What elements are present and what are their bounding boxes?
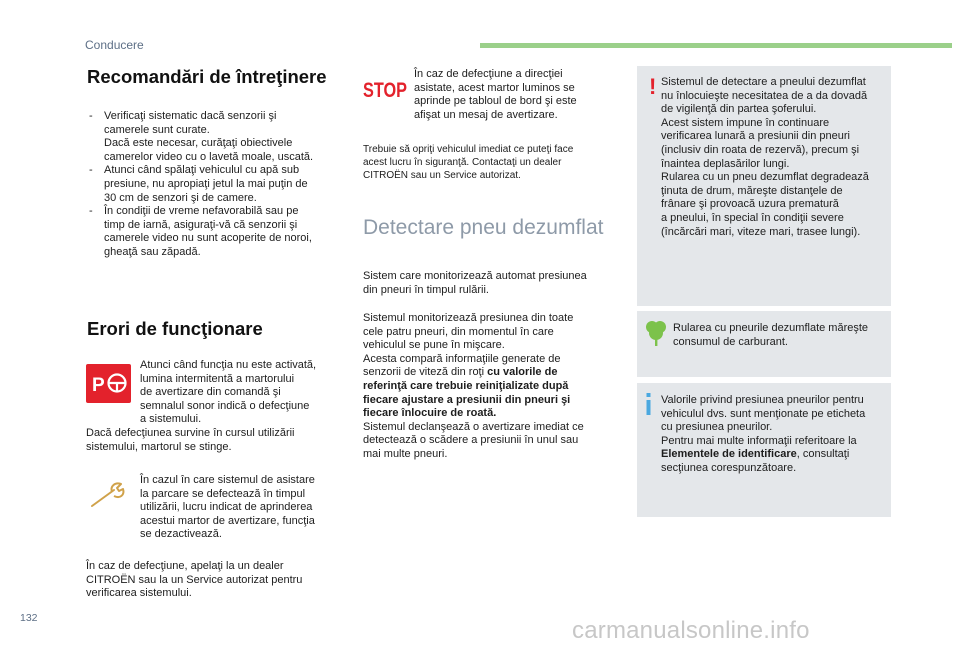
list-item-line: - În condiţii de vreme nefavorabilă sau pe: [104, 205, 299, 218]
text-line: (inclusiv din roata de rezervă), precum şi: [661, 143, 860, 156]
bold-text-line: referinţă care trebuie reiniţializate după: [363, 379, 569, 392]
text-line: CITROËN sau un Service autorizat.: [363, 170, 521, 181]
text-line: cu presiunea pneurilor.: [661, 421, 773, 434]
text-run: , consultaţi: [796, 448, 850, 461]
bold-text-line: fiecare ajustare a presiunii din pneuri şi: [363, 393, 571, 406]
list-item: [86, 205, 341, 259]
text-line: [661, 448, 889, 462]
text-line: afişat un mesaj de avertizare.: [414, 108, 558, 121]
list-item-line: presiune, nu apropiaţi jetul la mai puţin de: [104, 177, 308, 190]
text-line: Pentru mai multe informaţii referitoare la: [661, 434, 857, 447]
text-line: a pneului, în special în condiţii severe: [661, 211, 844, 224]
persist-paragraph: [86, 427, 346, 454]
text-line: Dacă defecţiunea survine în cursul utilizării: [86, 427, 295, 439]
text-line: la parcare se defectează în timpul: [140, 487, 306, 500]
text-line: Sistem care monitorizează automat presiunea: [363, 270, 587, 282]
info-text: [661, 394, 889, 476]
text-line: În caz de defecţiune, apelaţi la un dealer: [86, 560, 284, 572]
text-line: vehiculul dvs. sunt menţionate pe eticheta: [661, 407, 866, 420]
text-line: ţinuta de drum, măreşte distanţele de: [661, 184, 843, 197]
list-item-line: camerele sunt curate.: [104, 123, 210, 136]
eco-box: [637, 311, 891, 377]
text-line: Rularea cu pneurile dezumflate măreşte: [673, 322, 869, 334]
text-line: Trebuie să opriţi vehiculul imediat ce puteţi face: [363, 144, 574, 155]
text-line: verificarea lunară a presiunii din pneuri: [661, 130, 850, 143]
text-line: [363, 366, 618, 380]
warning-paragraph: [140, 359, 345, 427]
header-accent-bar: [480, 43, 952, 48]
text-line: se dezactivează.: [140, 528, 222, 541]
list-item: [86, 164, 341, 205]
dealer-paragraph: [86, 560, 346, 601]
maintenance-list: [86, 110, 341, 260]
bold-text-run: cu valorile de: [487, 366, 558, 379]
text-line: de avertizare din comandă şi: [140, 386, 281, 399]
stop-note: [363, 143, 618, 182]
text-line: aprinde pe tabloul de bord şi este: [414, 95, 577, 108]
text-line: semnalul sonor indică o defecţiune: [140, 399, 310, 412]
text-line: nu înlocuieşte necesitatea de a da dovadă: [661, 89, 868, 102]
text-line: Sistemul de detectare a pneului dezumflat: [661, 76, 866, 88]
list-item-line: gheaţă sau zăpadă.: [104, 245, 201, 258]
alert-text: [661, 76, 889, 239]
text-line: detectează o scădere a presiunii în unul sau: [363, 434, 579, 447]
list-item-line: camerele video nu sunt acoperite de noroi,: [104, 232, 312, 245]
errors-title: Erori de funcţionare: [87, 318, 263, 339]
alert-box: [637, 66, 891, 306]
bold-text-line: fiecare înlocuire de roată.: [363, 407, 497, 420]
maintenance-title: Recomandări de întreţinere: [87, 66, 327, 87]
text-line: În caz de defecţiune a direcţiei: [414, 68, 563, 80]
text-line: Acesta compară informaţiile generate de: [363, 352, 561, 365]
text-line: secţiunea corespunzătoare.: [661, 461, 797, 474]
text-line: din pneuri în timpul rulării.: [363, 283, 489, 296]
park-assist-warning-icon: [86, 364, 131, 403]
text-line: a sistemului.: [140, 413, 202, 426]
exclamation-icon: !: [649, 74, 657, 99]
eco-text: [673, 322, 888, 349]
list-item-line: - Verificaţi sistematic dacă senzorii şi: [104, 110, 277, 122]
text-line: Rularea cu un pneu dezumflat degradează: [661, 171, 869, 184]
flat-tyre-intro: [363, 270, 618, 297]
text-line: înaintea deplasărilor lungi.: [661, 157, 790, 170]
text-line: mai multe pneuri.: [363, 447, 448, 460]
text-line: Acest sistem impune în continuare: [661, 116, 830, 129]
info-box: [637, 383, 891, 517]
stop-warning-icon: [363, 77, 409, 101]
text-line: de vigilenţă din partea şoferului.: [661, 103, 817, 116]
stop-paragraph: [414, 68, 614, 122]
wrench-paragraph: [140, 474, 345, 542]
text-line: consumul de carburant.: [673, 335, 788, 348]
text-line: vehiculul se pune în mişcare.: [363, 339, 505, 352]
text-line: asistate, acest martor luminos se: [414, 81, 575, 94]
text-line: utilizării, lucru indicat de aprinderea: [140, 501, 313, 514]
flat-tyre-title: Detectare pneu dezumflat: [363, 216, 604, 239]
text-line: acest lucru în siguranţă. Contactaţi un dealer: [363, 157, 562, 168]
text-line: lumina intermitentă a martorului: [140, 372, 295, 385]
eco-leaf-icon: [645, 319, 667, 347]
text-line: CITROËN sau la un Service autorizat pentru: [86, 573, 303, 586]
list-item-line: - Atunci când spălaţi vehiculul cu apă sub: [104, 164, 300, 177]
list-item: [86, 110, 341, 164]
svg-text:STOP: STOP: [363, 79, 407, 102]
wrench-icon: [88, 480, 132, 510]
identification-reference: Elementele de identificare: [661, 448, 797, 461]
list-item-line: Dacă este necesar, curăţaţi obiectivele: [104, 137, 293, 150]
text-line: Atunci când funcţia nu este activată,: [140, 359, 317, 371]
text-line: frânare şi provoacă uzura prematură: [661, 198, 839, 211]
text-line: sistemului, martorul se stinge.: [86, 440, 232, 453]
text-line: (încărcări mari, viteze mari, trasee lungi).: [661, 225, 861, 238]
list-item-line: timp de iarnă, asiguraţi-vă că senzorii şi: [104, 218, 298, 231]
text-line: acestui martor de avertizare, funcţia: [140, 514, 315, 527]
watermark: carmanualsonline.info: [572, 617, 810, 644]
section-label: Conducere: [85, 38, 144, 52]
text-run: senzorii de viteză din roţi: [363, 366, 488, 379]
text-line: Sistemul declanşează o avertizare imediat ce: [363, 420, 584, 433]
list-item-line: 30 cm de senzori şi de camere.: [104, 191, 257, 204]
text-line: cele patru pneuri, din momentul în care: [363, 325, 554, 338]
text-line: verificarea sistemului.: [86, 587, 192, 600]
text-line: Valorile privind presiunea pneurilor pentru: [661, 394, 864, 406]
page-number: 132: [20, 612, 38, 624]
info-icon: [645, 393, 653, 415]
text-line: În cazul în care sistemul de asistare: [140, 474, 315, 486]
list-item-line: camerelor video cu o lavetă moale, uscată.: [104, 150, 314, 163]
text-line: Sistemul monitorizează presiunea din toate: [363, 312, 574, 324]
flat-tyre-description: [363, 312, 618, 462]
svg-text:P: P: [92, 375, 105, 396]
